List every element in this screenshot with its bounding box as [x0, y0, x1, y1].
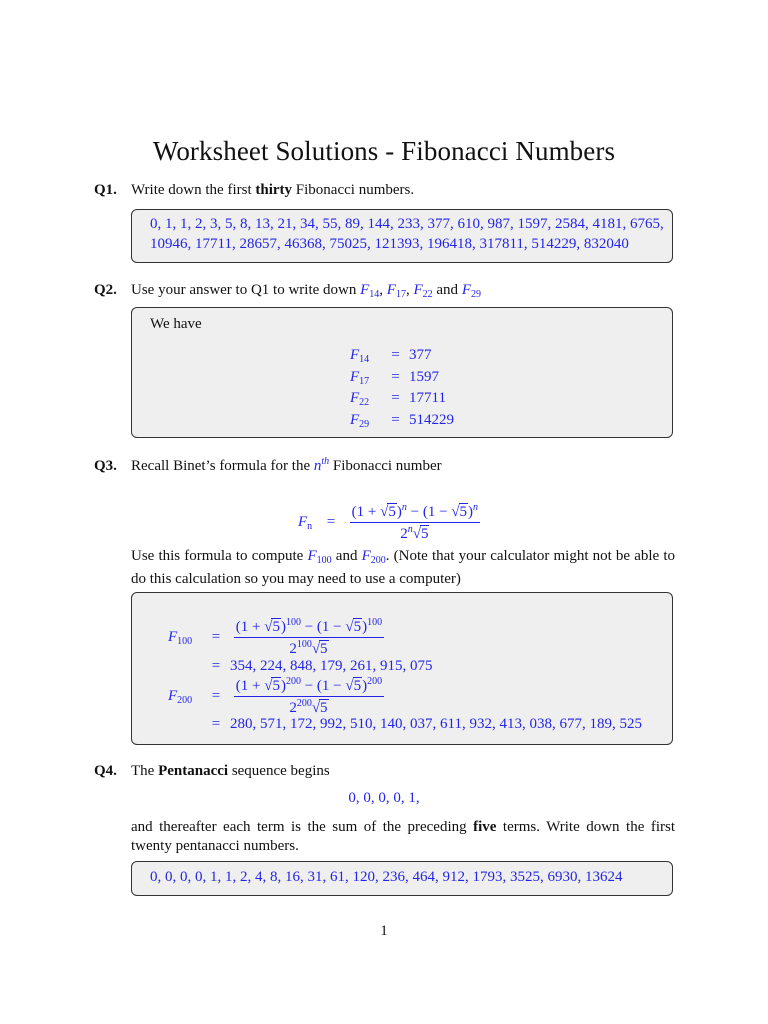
f29-row: $F_{29} = 514229$ — [350, 412, 454, 430]
f100-value-row: = 354, 224, 848, 179, 261, 915, 075 — [211, 658, 433, 674]
f200-value-row: = 280, 571, 172, 992, 510, 140, 037, 611, 932, 413, 038, 677, 189, 525 — [211, 716, 642, 732]
page-number: 1 — [380, 923, 388, 939]
question-2-label: Q2. — [94, 282, 117, 298]
answer-box-3 — [131, 592, 673, 745]
page-title: Worksheet Solutions - Fibonacci Numbers — [152, 136, 616, 166]
question-1-label: Q1. — [94, 182, 117, 198]
f100-formula-row: $F_{100}$ = $\frac{(1 + √5)^{100} - (1 - √5)^{100}}{2^{100}√5}$ — [168, 617, 383, 657]
binet-formula: $F_n$ = $\frac{(1 + √5)^n - (1 - √5)^n}{2^n√5}$ — [298, 502, 479, 542]
we-have-text: We have — [150, 316, 202, 332]
f200-formula-row: $F_{200}$ = $\frac{(1 + √5)^{200} - (1 - √5)^{200}}{2^{200}√5}$ — [168, 676, 383, 716]
answer-box-1 — [131, 209, 673, 263]
answer-box-2 — [131, 307, 673, 438]
f22-row: $F_{22} = 17711$ — [350, 390, 446, 408]
answer-1-line-1: 0, 1, 1, 2, 3, 5, 8, 13, 21, 34, 55, 89, 144, 233, 377, 610, 987, 1597, 2584, 4181, 6765, — [150, 216, 664, 232]
question-1: Q1. Write down the first thirty Fibonacci numbers. — [94, 182, 415, 198]
f200-value: 280, 571, 172, 992, 510, 140, 037, 611, 932, 413, 038, 677, 189, 525 — [230, 716, 642, 732]
f17-row: $F_{17} = 1597$ — [350, 369, 439, 387]
f14-row: $F_{14} = 377$ — [350, 347, 432, 365]
question-3: Q3. Recall Binet’s formula for the $n^{th}$ Fibonacci number — [94, 456, 442, 474]
question-3-instructions: Use this formula to compute $F_{100}$ and $F_{200}$. (Note that your calculator might not be able to do this calculation so you may need to use a computer) — [131, 548, 675, 587]
answer-4: 0, 0, 0, 0, 1, 1, 2, 4, 8, 16, 31, 61, 120, 236, 464, 912, 1793, 3525, 6930, 13624 — [150, 869, 623, 885]
question-2: Q2. Use your answer to Q1 to write down $F_{14}$, $F_{17}$, $F_{22}$ and $F_{29}$ — [94, 282, 481, 300]
question-4-instructions: and thereafter each term is the sum of the preceding five terms. Write down the first twenty pentanacci numbers. — [131, 819, 675, 854]
question-4-label: Q4. — [94, 763, 117, 779]
binet-fraction: $\frac{(1 + √5)^n - (1 - √5)^n}{2^n√5}$ — [351, 502, 479, 542]
answer-1-line-2: 10946, 17711, 28657, 46368, 75025, 121393, 196418, 317811, 514229, 832040 — [150, 236, 629, 252]
f100-value: 354, 224, 848, 179, 261, 915, 075 — [230, 658, 433, 674]
answer-box-4 — [131, 861, 673, 896]
question-3-label: Q3. — [94, 458, 117, 474]
question-4: Q4. The Pentanacci sequence begins — [94, 763, 330, 779]
pentanacci-start: 0, 0, 0, 0, 1, — [348, 790, 420, 806]
